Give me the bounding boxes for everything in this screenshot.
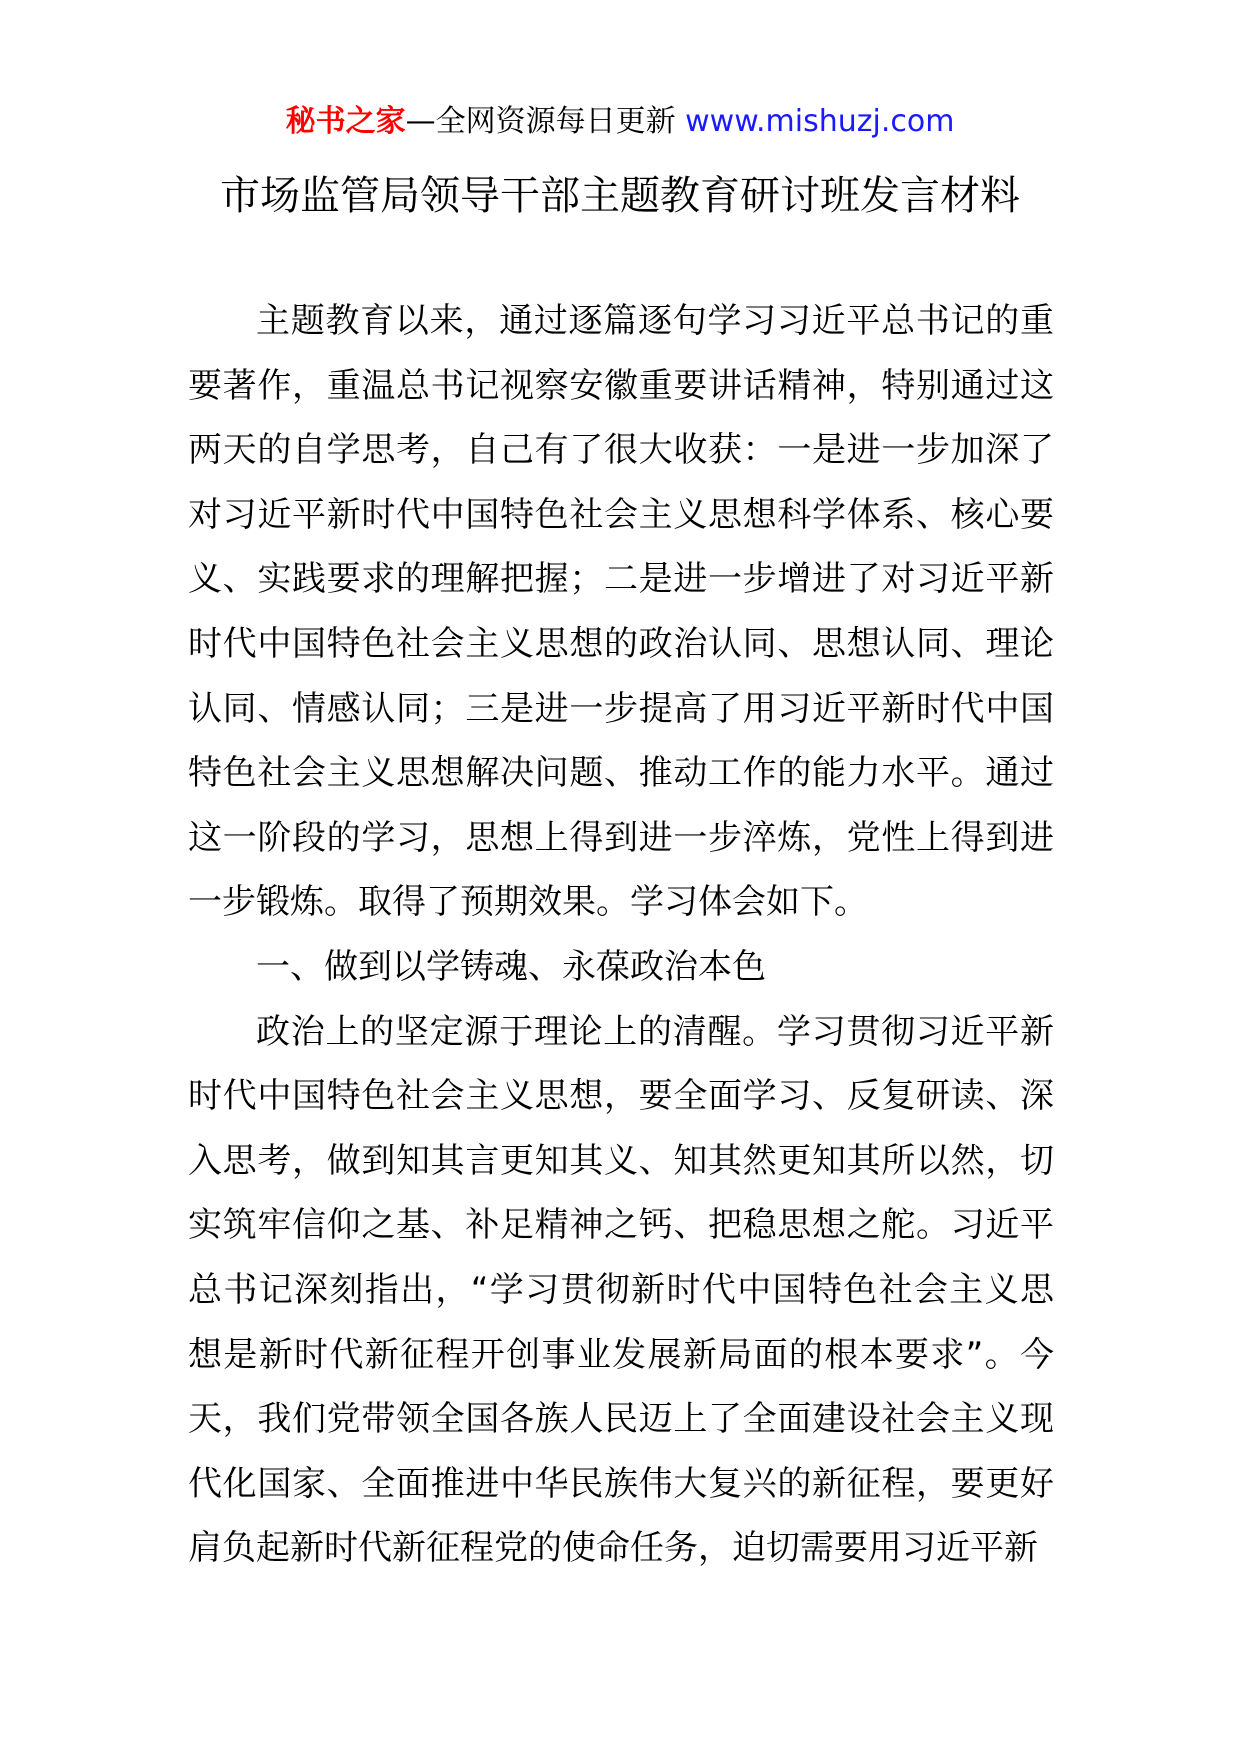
site-header <box>0 102 1240 142</box>
site-tagline: —全网资源每日更新 <box>405 104 676 139</box>
section-heading-1: 一、做到以学铸魂、永葆政治本色 <box>256 946 766 987</box>
site-url-link[interactable]: www.mishuzj.com <box>685 104 955 139</box>
document-body <box>188 289 1054 1581</box>
document-title: 市场监管局领导干部主题教育研讨班发言材料 <box>220 173 1020 219</box>
paragraph-section-1: 政治上的坚定源于理论上的清醒。学习贯彻习近平新时代中国特色社会主义思想，要全面学习、反复研读、深入思考，做到知其言更知其义、知其然更知其所以然，切实筑牢信仰之基、补足精神之钙、把稳思想之舵。习近平总书记深刻指出，“学习贯彻新时代中国特色社会主义思想是新时代新征程开创事业发展新局面的根本要求”。今天，我们党带领全国各族人民迈上了全面建设社会主义现代化国家、全面推进中华民族伟大复兴的新征程，要更好肩负起新时代新征程党的使命任务，迫切需要用习近平新 <box>188 1011 1054 1569</box>
paragraph-intro: 主题教育以来，通过逐篇逐句学习习近平总书记的重要著作，重温总书记视察安徽重要讲话精神，特别通过这两天的自学思考，自己有了很大收获：一是进一步加深了对习近平新时代中国特色社会主义思想科学体系、核心要义、实践要求的理解把握；二是进一步增进了对习近平新时代中国特色社会主义思想的政治认同、思想认同、理论认同、情感认同；三是进一步提高了用习近平新时代中国特色社会主义思想解决问题、推动工作的能力水平。通过这一阶段的学习，思想上得到进一步淬炼，党性上得到进一步锻炼。取得了预期效果。学习体会如下。 <box>188 301 1054 923</box>
site-brand: 秘书之家 <box>285 104 406 139</box>
